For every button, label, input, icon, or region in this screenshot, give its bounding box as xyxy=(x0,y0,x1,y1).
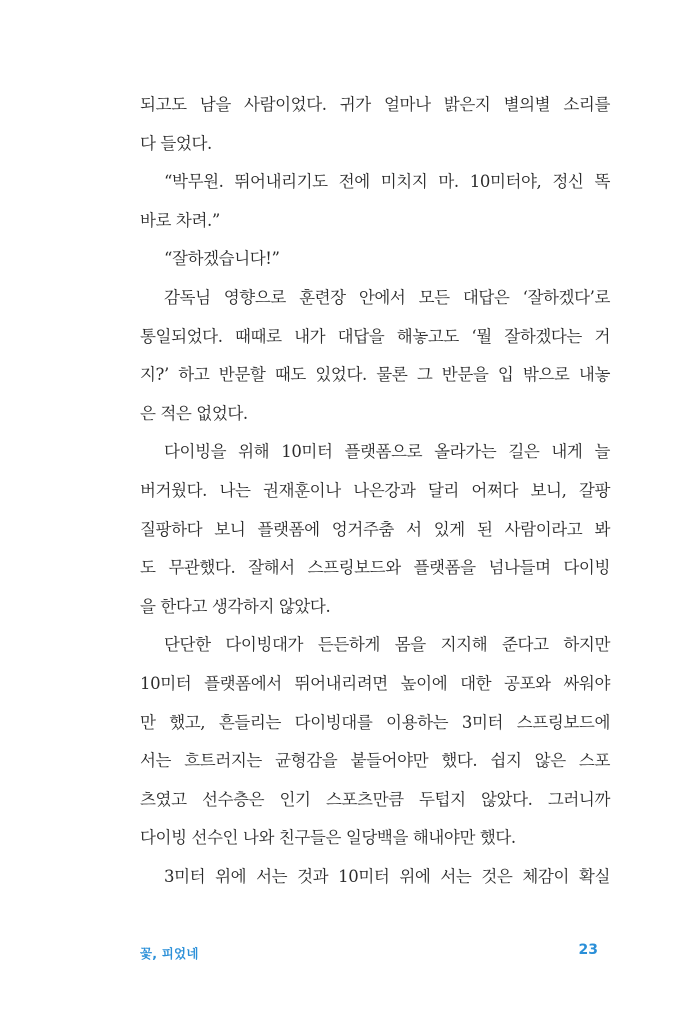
text-line: 통일되었다. 때때로 내가 대답을 해놓고도 ‘뭘 잘하겠다는 거 xyxy=(140,326,610,346)
text-line: “박무원. 뛰어내리기도 전에 미치지 마. 10미터야, 정신 똑 xyxy=(164,172,610,192)
text-line: 서는 흐트러지는 균형감을 붙들어야만 했다. 쉽지 않은 스포 xyxy=(140,751,610,771)
text-line: 다 들었다. xyxy=(140,133,212,153)
text-line: 10미터 플랫폼에서 뛰어내리려면 높이에 대한 공포와 싸워야 xyxy=(140,673,610,693)
running-footer-title: 꽃, 피었네 xyxy=(140,946,199,961)
text-line: 도 무관했다. 잘해서 스프링보드와 플랫폼을 넘나들며 다이빙 xyxy=(140,558,610,578)
text-line: 버거웠다. 나는 권재훈이나 나은강과 달리 어쩌다 보니, 갈팡 xyxy=(140,480,610,500)
text-line: 츠였고 선수층은 인기 스포츠만큼 두텁지 않았다. 그러니까 xyxy=(140,789,610,809)
text-line: 바로 차려.” xyxy=(140,210,220,230)
text-line: 다이빙을 위해 10미터 플랫폼으로 올라가는 길은 내게 늘 xyxy=(164,442,610,462)
text-line: 다이빙 선수인 나와 친구들은 일당백을 해내야만 했다. xyxy=(140,828,516,848)
text-line: 질팡하다 보니 플랫폼에 엉거주춤 서 있게 된 사람이라고 봐 xyxy=(140,519,610,539)
body-text xyxy=(140,86,610,896)
text-line: 단단한 다이빙대가 든든하게 몸을 지지해 준다고 하지만 xyxy=(164,635,610,655)
text-line: 을 한다고 생각하지 않았다. xyxy=(140,596,331,616)
text-line: 만 했고, 흔들리는 다이빙대를 이용하는 3미터 스프링보드에 xyxy=(140,712,610,732)
text-line: 되고도 남을 사람이었다. 귀가 얼마나 밝은지 별의별 소리를 xyxy=(140,95,610,114)
text-line: “잘하겠습니다!” xyxy=(164,249,280,269)
text-line: 지?’ 하고 반문할 때도 있었다. 물론 그 반문을 입 밖으로 내놓 xyxy=(140,365,610,385)
text-line: 3미터 위에 서는 것과 10미터 위에 서는 것은 체감이 확실 xyxy=(164,866,610,886)
text-line: 은 적은 없었다. xyxy=(140,403,248,423)
page-number: 23 xyxy=(578,942,598,958)
text-line: 감독님 영향으로 훈련장 안에서 모든 대답은 ‘잘하겠다’로 xyxy=(164,287,610,307)
